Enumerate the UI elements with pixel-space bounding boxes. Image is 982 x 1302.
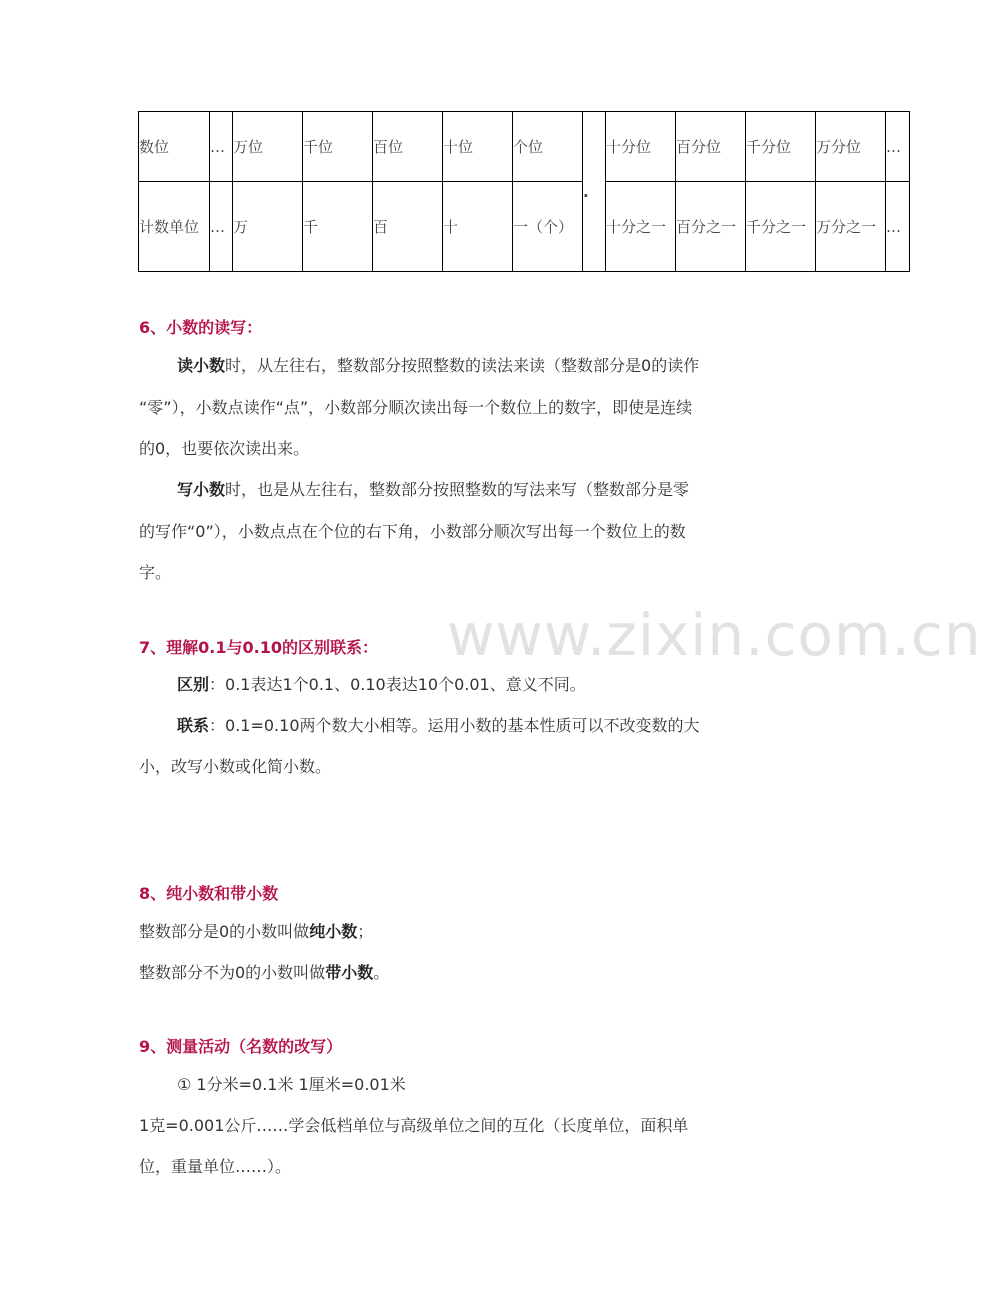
table-cell: 万分之一 — [816, 182, 886, 272]
bold-term: 带小数 — [325, 963, 374, 982]
paragraph-line: 整数部分是0的小数叫做纯小数； — [139, 922, 374, 941]
paragraph-line: 字。 — [139, 563, 172, 582]
bold-term: 区别 — [177, 675, 210, 694]
table-cell: 百 — [373, 182, 443, 272]
bold-term: 纯小数 — [309, 922, 358, 941]
table-cell: … — [210, 182, 233, 272]
bold-term: 写小数 — [177, 480, 226, 499]
paragraph-line: 联系：0.1=0.10两个数大小相等。运用小数的基本性质可以不改变数的大 — [177, 716, 700, 735]
bold-term: 读小数 — [177, 356, 226, 375]
table-cell: 十分位 — [606, 112, 676, 182]
table-cell: … — [886, 182, 910, 272]
table-cell: 万分位 — [816, 112, 886, 182]
table-cell: 万位 — [233, 112, 303, 182]
decimal-point-cell: . — [583, 112, 606, 272]
paragraph-line: 写小数时，也是从左往右，整数部分按照整数的写法来写（整数部分是零 — [177, 480, 690, 499]
paragraph-line: 的0，也要依次读出来。 — [139, 439, 310, 458]
table-cell: 十 — [443, 182, 513, 272]
table-cell: 千分位 — [746, 112, 816, 182]
paragraph-line: 区别：0.1表达1个0.1、0.10表达10个0.01、意义不同。 — [177, 675, 586, 694]
watermark: www.zixin.com.cn — [447, 601, 982, 669]
table-cell: 千 — [303, 182, 373, 272]
table-cell: 百分位 — [676, 112, 746, 182]
paragraph-line: ① 1分米=0.1米 1厘米=0.01米 — [177, 1075, 406, 1094]
table-cell: 十位 — [443, 112, 513, 182]
table-cell: 个位 — [513, 112, 583, 182]
table-cell: 千位 — [303, 112, 373, 182]
paragraph-line: “零”），小数点读作“点”，小数部分顺次读出每一个数位上的数字，即使是连续 — [139, 398, 693, 417]
paragraph-line: 小，改写小数或化简小数。 — [139, 757, 332, 776]
section-8-heading: 8、纯小数和带小数 — [139, 884, 279, 903]
paragraph-line: 的写作“0”），小数点点在个位的右下角，小数部分顺次写出每一个数位上的数 — [139, 522, 686, 541]
table-cell: 百位 — [373, 112, 443, 182]
section-9-heading: 9、测量活动（名数的改写） — [139, 1037, 343, 1056]
paragraph-line: 读小数时，从左往右，整数部分按照整数的读法来读（整数部分是0的读作 — [177, 356, 700, 375]
table-cell: 千分之一 — [746, 182, 816, 272]
table-cell: … — [886, 112, 910, 182]
section-6-heading: 6、小数的读写： — [139, 318, 263, 337]
table-row — [139, 182, 910, 272]
table-cell: 计数单位 — [139, 182, 210, 272]
table-row — [139, 112, 910, 182]
paragraph-line: 1克=0.001公斤……学会低档单位与高级单位之间的互化（长度单位，面积单 — [139, 1116, 689, 1135]
table-cell: … — [210, 112, 233, 182]
paragraph-line: 整数部分不为0的小数叫做带小数。 — [139, 963, 390, 982]
place-value-table — [138, 111, 910, 272]
table-cell: 一（个） — [513, 182, 583, 272]
section-7-heading: 7、理解0.1与0.10的区别联系： — [139, 638, 378, 657]
table-cell: 百分之一 — [676, 182, 746, 272]
table-cell: 十分之一 — [606, 182, 676, 272]
bold-term: 联系 — [177, 716, 210, 735]
table-cell: 数位 — [139, 112, 210, 182]
table-cell: 万 — [233, 182, 303, 272]
paragraph-line: 位，重量单位……）。 — [139, 1157, 292, 1176]
